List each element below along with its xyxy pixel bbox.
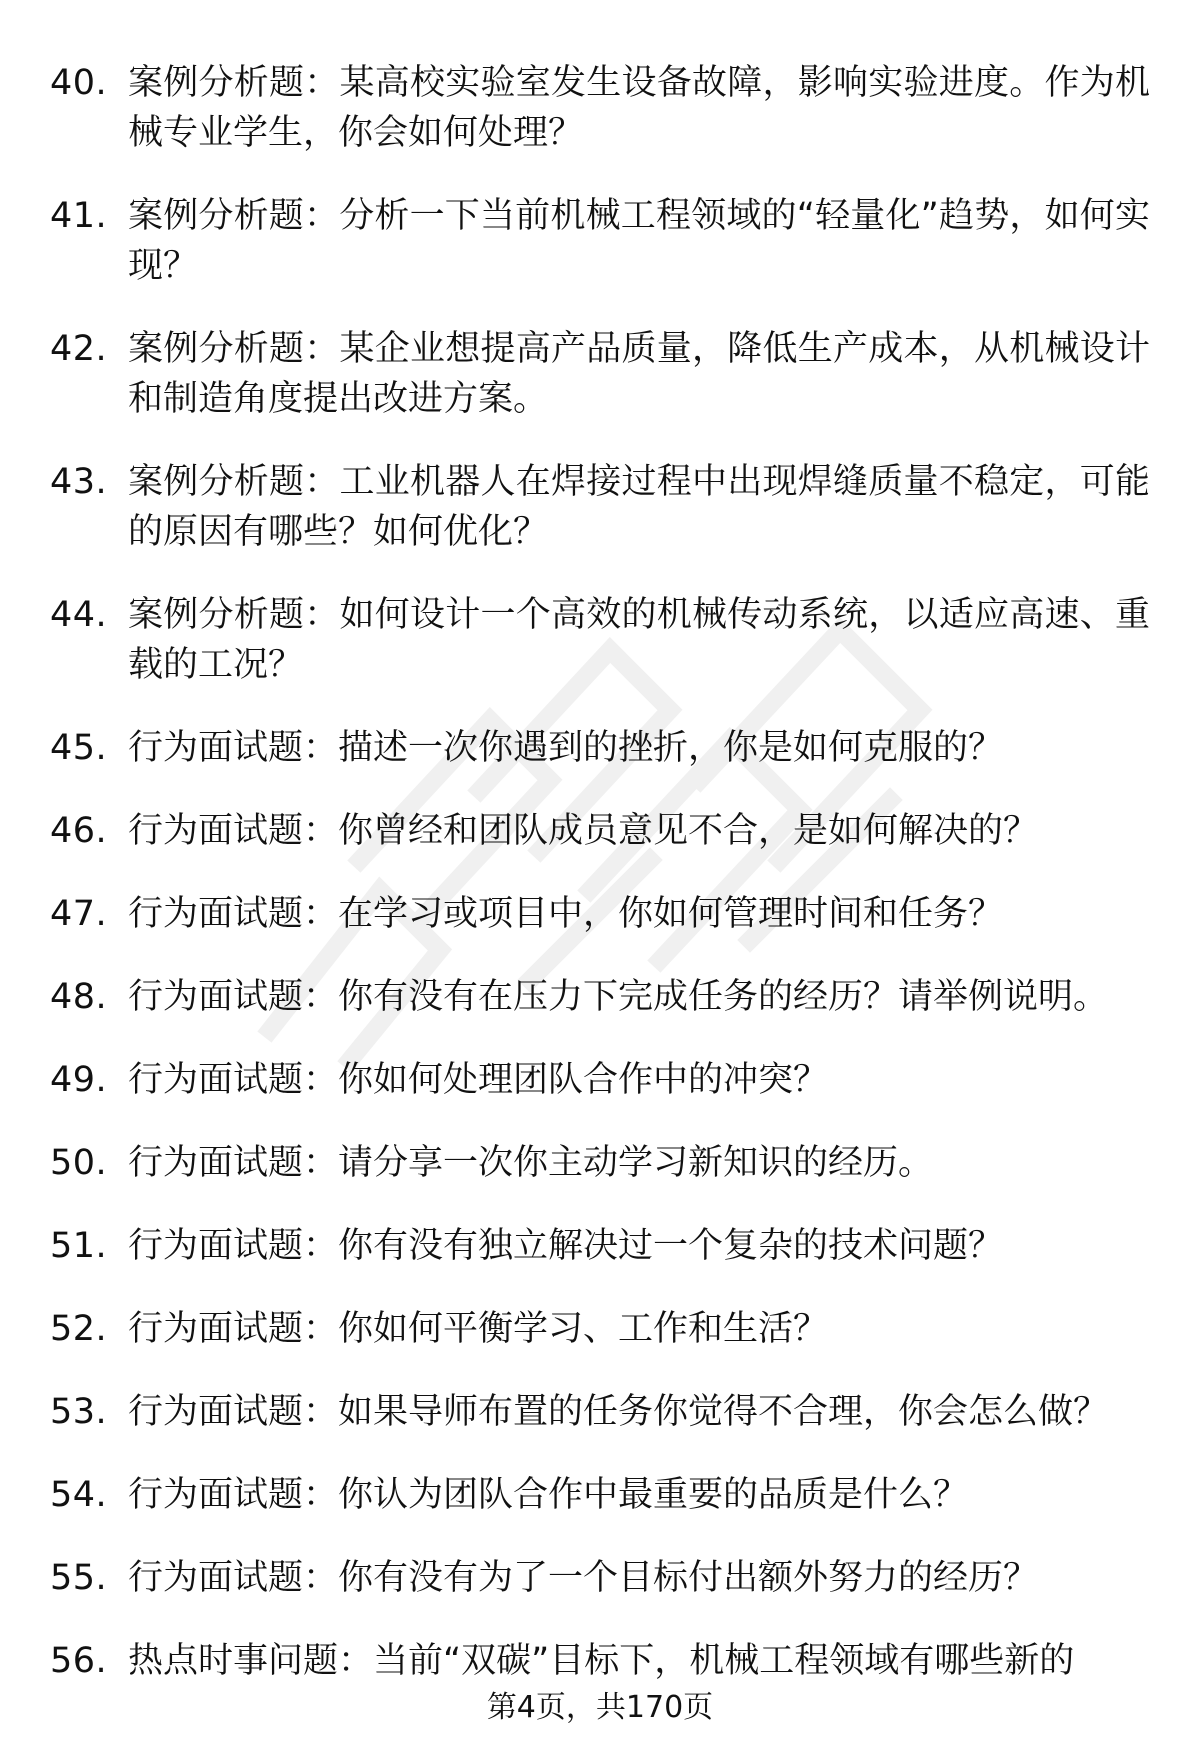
question-text: 当前“双碳”目标下，机械工程领域有哪些新的 [373,1641,1075,1681]
question-text: 你如何处理团队合作中的冲突？ [338,1060,829,1100]
question-body [128,806,1150,856]
question-item [50,1304,1150,1354]
question-body [128,723,1150,773]
question-item [50,457,1150,557]
question-text: 你有没有独立解决过一个复杂的技术问题？ [338,1226,1004,1266]
question-item [50,1055,1150,1105]
question-category: 行为面试题： [128,1143,339,1183]
page-footer [0,1688,1200,1728]
question-category: 行为面试题： [128,1558,339,1598]
question-item [50,972,1150,1022]
question-item [50,1553,1150,1603]
question-text: 工业机器人在焊接过程中出现焊缝质量不稳定，可能的原因有哪些？如何优化？ [128,462,1150,552]
question-number: 43. [50,462,108,502]
question-body [128,324,1150,424]
question-number: 55. [50,1558,108,1598]
question-body [128,889,1150,939]
question-text: 你有没有为了一个目标付出额外努力的经历？ [338,1558,1039,1598]
question-body [128,1304,1150,1354]
question-text: 某企业想提高产品质量，降低生产成本，从机械设计和制造角度提出改进方案。 [128,329,1150,419]
question-number: 53. [50,1392,108,1432]
question-item [50,1387,1150,1437]
question-list [50,58,1150,1719]
question-number: 41. [50,196,108,236]
question-category: 案例分析题： [128,63,340,103]
page-number-label: 第4页，共170页 [486,1690,714,1725]
question-number: 47. [50,894,108,934]
question-category: 行为面试题： [128,728,339,768]
question-body [128,1387,1150,1437]
question-text: 如何设计一个高效的机械传动系统，以适应高速、重载的工况？ [128,595,1150,685]
question-body [128,457,1150,557]
question-number: 56. [50,1641,108,1681]
question-category: 行为面试题： [128,894,339,934]
question-item [50,191,1150,291]
question-text: 在学习或项目中，你如何管理时间和任务？ [338,894,1004,934]
question-body [128,191,1150,291]
question-number: 48. [50,977,108,1017]
question-body [128,1553,1150,1603]
question-text: 你有没有在压力下完成任务的经历？请举例说明。 [338,977,1109,1017]
question-text: 你认为团队合作中最重要的品质是什么？ [338,1475,969,1515]
question-text: 请分享一次你主动学习新知识的经历。 [338,1143,934,1183]
question-text: 某高校实验室发生设备故障，影响实验进度。作为机械专业学生，你会如何处理？ [128,63,1150,153]
question-item [50,1221,1150,1271]
question-category: 行为面试题： [128,811,339,851]
question-category: 行为面试题： [128,1060,339,1100]
question-number: 50. [50,1143,108,1183]
question-category: 案例分析题： [128,329,340,369]
question-category: 行为面试题： [128,1226,339,1266]
question-item [50,1470,1150,1520]
question-number: 52. [50,1309,108,1349]
question-body [128,590,1150,690]
question-category: 案例分析题： [128,462,340,502]
question-item [50,58,1150,158]
question-body [128,1636,1150,1686]
question-body [128,1470,1150,1520]
question-body [128,1055,1150,1105]
question-number: 46. [50,811,108,851]
question-category: 热点时事问题： [128,1641,374,1681]
question-category: 案例分析题： [128,595,340,635]
question-text: 描述一次你遇到的挫折，你是如何克服的？ [338,728,1004,768]
question-item [50,324,1150,424]
question-body [128,1138,1150,1188]
question-number: 45. [50,728,108,768]
question-body [128,58,1150,158]
question-number: 49. [50,1060,108,1100]
question-category: 行为面试题： [128,1309,339,1349]
question-body [128,1221,1150,1271]
question-text: 你曾经和团队成员意见不合，是如何解决的？ [338,811,1039,851]
question-category: 行为面试题： [128,1475,339,1515]
question-category: 行为面试题： [128,1392,339,1432]
question-number: 40. [50,63,108,103]
question-category: 案例分析题： [128,196,340,236]
question-item [50,889,1150,939]
question-number: 44. [50,595,108,635]
question-item [50,1636,1150,1686]
question-text: 你如何平衡学习、工作和生活？ [338,1309,829,1349]
question-item [50,590,1150,690]
question-text: 分析一下当前机械工程领域的“轻量化”趋势，如何实现？ [128,196,1150,286]
question-item [50,723,1150,773]
question-text: 如果导师布置的任务你觉得不合理，你会怎么做？ [338,1392,1109,1432]
question-number: 54. [50,1475,108,1515]
question-item [50,806,1150,856]
question-item [50,1138,1150,1188]
question-number: 42. [50,329,108,369]
question-number: 51. [50,1226,108,1266]
question-category: 行为面试题： [128,977,339,1017]
question-body [128,972,1150,1022]
